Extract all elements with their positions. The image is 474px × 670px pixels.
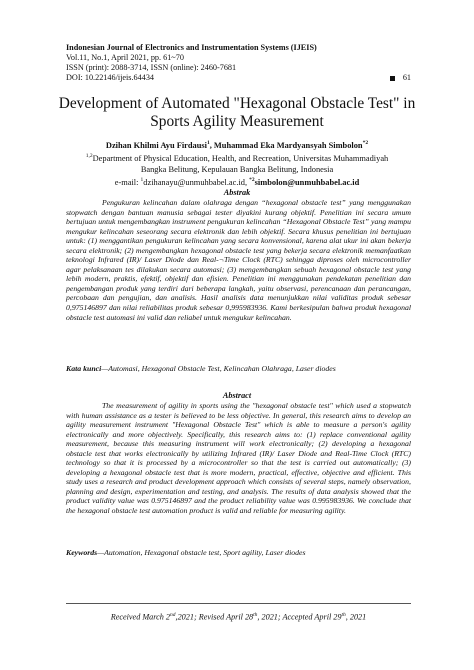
received-sup: nd (170, 612, 176, 618)
email-2-sup: *2 (249, 177, 255, 184)
volume-info: Vol.11, No.1, April 2021, pp. 61~70 (66, 53, 184, 62)
kata-kunci-text: —Automasi, Hexagonal Obstacle Test, Kelincahan Olahraga, Laser diodes (101, 364, 336, 373)
abstrak-heading: Abstrak (223, 188, 251, 197)
kata-kunci-label: Kata kunci (66, 364, 102, 373)
doi-line (66, 73, 411, 83)
footer-year: , 2021 (345, 612, 367, 622)
received-dates (66, 612, 411, 622)
page-number-group (390, 73, 411, 83)
abstrak-text: Pengukuran kelincahan dalam olahraga dengan “hexagonal obstacle test” yang menggunakan stopwatch dengan bantuan manusia sebagai tester diyakini kurang objektif. Penelitian ini secara umum bertujuan untuk mengembangkan instrument pengukuran kelincahan “Hexagonal Obstacle Test” yang mampu mengukur kelincahan seseorang secara elektronik dan lebih objektif. Secara khusus penelitian ini bertujuan untuk: (1) menggantikan pengukuran kelincahan yang secara konvensional, karena alat ukur ini akan bekerja secara elektronik; (2) mengembangkan hexagonal obstacle test yang bekerja secara elektronik memanfaatkan teknologi Infrared (IR)/ Laser Diode dan Real-¬Time Clock (RTC) sehingga diproses oleh microcontroller agar pelaksanaan tes dilakukan secara automasi; (3) mengembangkan sebuah hexagonal obstacle test yang lebih modern, praktis, efektif, objektif dan efisien. Penelitian ini menggunakan pendekatan penelitian dan pengembangan produk yang terdiri dari beberapa langkah, yaitu observasi, perencanaan dan perancangan, percobaan dan pengujian, dan analisis. Hasil analisis data menunjukkan nilai validitas produk sebesar 0,975146897 dan nilai reliabilitas produk sebesar 0,995983936. Kami berkesipulan bahwa produk hexagonal obstacle test automasi ini valid dan reliabel untuk mengukur kelincahan. (66, 198, 411, 322)
keywords-text: —Automation, Hexagonal obstacle test, Sport agility, Laser diodes (97, 548, 306, 557)
received-date: Received March 2 (110, 612, 171, 622)
revised-sup: th (253, 612, 258, 618)
title-line-1: Development of Automated "Hexagonal Obstacle Test" in (58, 95, 416, 112)
email-2[interactable]: simbolon@unmuhbabel.ac.id (254, 177, 360, 187)
accepted-date: , 2021; Accepted April 29 (257, 612, 342, 622)
author-2-sup: *2 (362, 140, 369, 146)
affiliation-line-2: Bangka Belitung, Kepulauan Bangka Belitung, Indonesia (140, 164, 334, 174)
accepted-sup: th (341, 612, 346, 618)
author-1: Dzihan Khilmi Ayu Firdausi (105, 140, 207, 150)
abstract-text: The measurement of agility in sports using the "hexagonal obstacle test" which used a stopwatch with human assistance as a tester is believed to be less objective. In general, this research aims to develop an agility measurement instrument "Hexagonal Obstacle Test" which is able to measure a person's agility electronically and more objectively. Specifically, this research aims to: (1) replace conventional agility measurement, because this measuring instrument will work electronically; (2) developing a hexagonal obstacle test that works electronically by utilizing Infrared (IR)/ Laser Diode and Real-Time Clock (RTC) technology so that it is processed by a microcontroller so that the test is carried out automatically; (3) developing a hexagonal obstacle test that is more modern, practical, effective, objective and efficient. This study uses a research and product development approach which consists of several steps, namely observation, planning and design, experimentation and testing, and analysis. The results of data analysis showed that the product validity value was 0.975146897 and the product reliability value was 0.995983936. We conclude that the hexagonal obstacle test automation product is valid and reliable for measuring agility. (66, 401, 411, 516)
affiliation (60, 151, 414, 164)
page-number: 61 (402, 73, 411, 82)
journal-name: Indonesian Journal of Electronics and Instrumentation Systems (IJEIS) (66, 43, 317, 52)
author-separator: , (209, 140, 214, 150)
journal-header (66, 43, 411, 83)
keywords (66, 548, 411, 558)
issn-info: ISSN (print): 2088-3714, ISSN (online): 2460-7681 (66, 63, 237, 72)
email-1[interactable]: dzihanayu@unmuhbabel.ac.id, (143, 177, 250, 187)
kata-kunci (66, 364, 411, 374)
author-1-sup: 1 (206, 140, 210, 146)
footer-divider (66, 603, 411, 604)
affiliation-sup: 1,2 (85, 153, 93, 160)
square-bullet-icon (390, 76, 395, 81)
author-2: Muhammad Eka Mardyansyah Simbolon (213, 140, 363, 150)
email-1-sup: 1 (140, 177, 144, 184)
abstract-heading: Abstract (222, 391, 252, 400)
revised-date: ,2021; Revised April 28 (175, 612, 254, 622)
author-names (60, 138, 414, 151)
title-line-2: Sports Agility Measurement (150, 113, 324, 130)
keywords-label: Keywords (66, 548, 98, 557)
affiliation-line-1: Department of Physical Education, Health, and Recreation, Universitas Muhammadiyah (92, 154, 389, 164)
doi: DOI: 10.22146/ijeis.64434 (66, 73, 155, 82)
email-label: e-mail: (114, 177, 141, 187)
author-block (60, 138, 414, 188)
paper-title (40, 95, 434, 131)
email-line (60, 175, 414, 188)
